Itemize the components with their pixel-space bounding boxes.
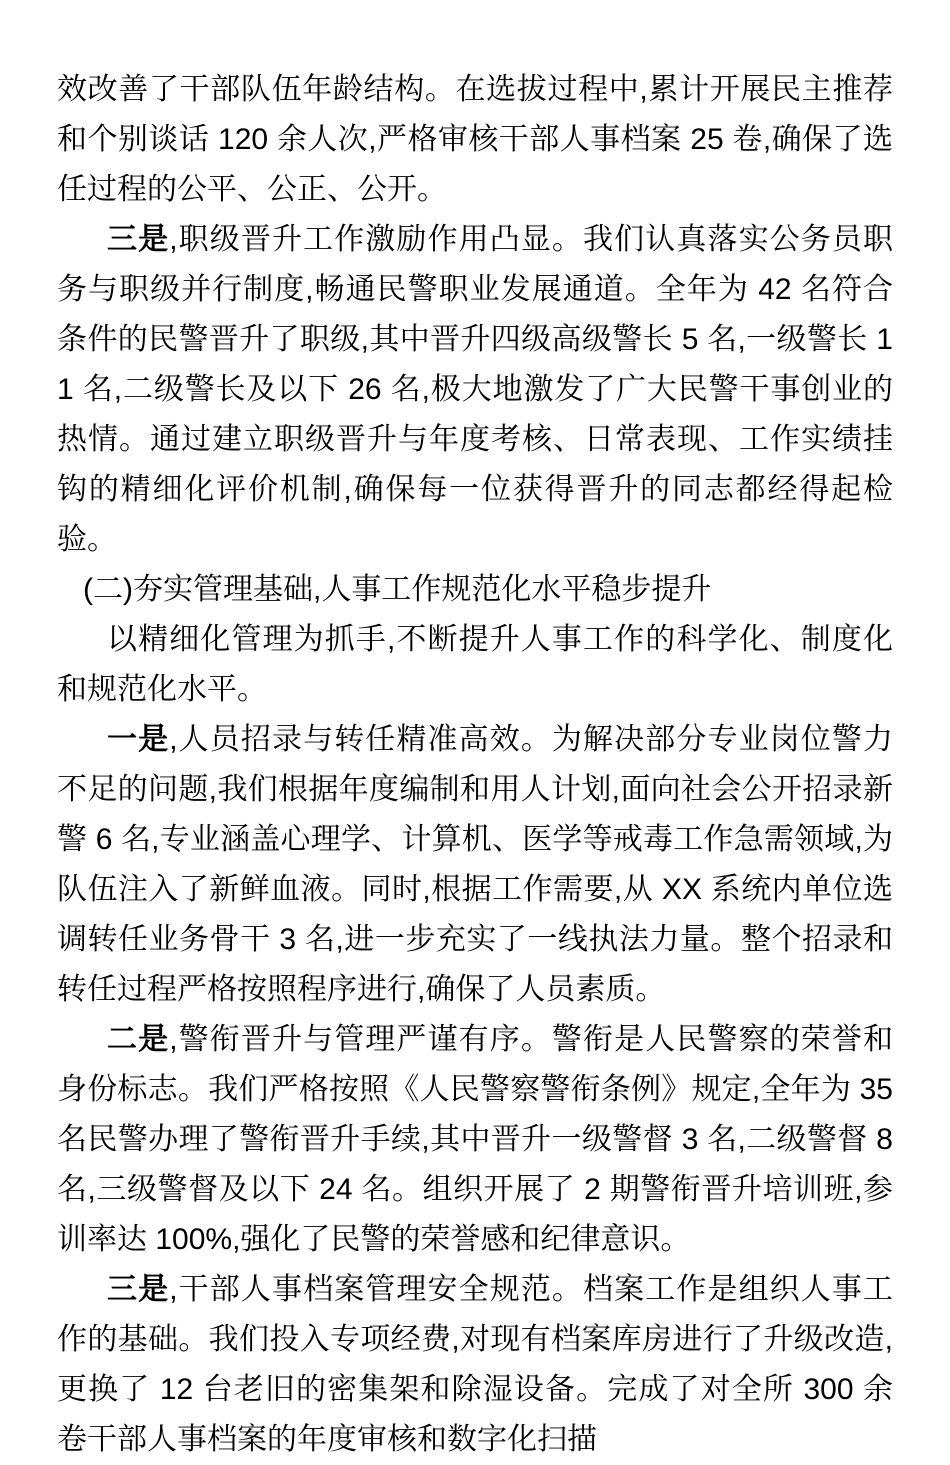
paragraph-text: ,干部人事档案管理安全规范。档案工作是组织人事工作的基础。我们投入专项经费,对现有档案库房进行了升级改造,更换了 12 台老旧的密集架和除湿设备。完成了对全所 300 余卷干部人事档案的年度审核和数字化扫描 <box>57 1273 893 1456</box>
paragraph <box>57 1015 893 1265</box>
paragraph <box>57 615 893 715</box>
paragraph-text: ,人员招录与转任精准高效。为解决部分专业岗位警力不足的问题,我们根据年度编制和用人计划,面向社会公开招录新警 6 名,专业涵盖心理学、计算机、医学等戒毒工作急需领域,为队伍注入了新鲜血液。同时,根据工作需要,从 XX 系统内单位选调转任业务骨干 3 名,进一步充实了一线执法力量。整个招录和转任过程严格按照程序进行,确保了人员素质。 <box>57 723 893 1006</box>
paragraph-lead: 一是 <box>107 723 170 756</box>
paragraph <box>57 715 893 1015</box>
section-heading <box>57 565 893 615</box>
section-heading-text: (二)夯实管理基础,人事工作规范化水平稳步提升 <box>83 573 712 606</box>
paragraph-text: ,警衔晋升与管理严谨有序。警衔是人民警察的荣誉和身份标志。我们严格按照《人民警察警衔条例》规定,全年为 35 名民警办理了警衔晋升手续,其中晋升一级警督 3 名,二级警督 8 名,三级警督及以下 24 名。组织开展了 2 期警衔晋升培训班,参训率达 100%,强化了民警的荣誉感和纪律意识。 <box>57 1023 893 1256</box>
document-body <box>57 65 893 1465</box>
paragraph <box>57 1265 893 1465</box>
paragraph <box>57 215 893 565</box>
paragraph-text: ,职级晋升工作激励作用凸显。我们认真落实公务员职务与职级并行制度,畅通民警职业发展通道。全年为 42 名符合条件的民警晋升了职级,其中晋升四级高级警长 5 名,一级警长 11 名,二级警长及以下 26 名,极大地激发了广大民警干事创业的热情。通过建立职级晋升与年度考核、日常表现、工作实绩挂钩的精细化评价机制,确保每一位获得晋升的同志都经得起检验。 <box>57 223 893 556</box>
paragraph-lead: 三是 <box>107 1273 170 1306</box>
paragraph-lead: 二是 <box>107 1023 170 1056</box>
paragraph-lead: 三是 <box>107 223 170 256</box>
paragraph-text: 效改善了干部队伍年龄结构。在选拔过程中,累计开展民主推荐和个别谈话 120 余人次,严格审核干部人事档案 25 卷,确保了选任过程的公平、公正、公开。 <box>57 73 893 206</box>
paragraph-text: 以精细化管理为抓手,不断提升人事工作的科学化、制度化和规范化水平。 <box>57 623 893 706</box>
paragraph <box>57 65 893 215</box>
